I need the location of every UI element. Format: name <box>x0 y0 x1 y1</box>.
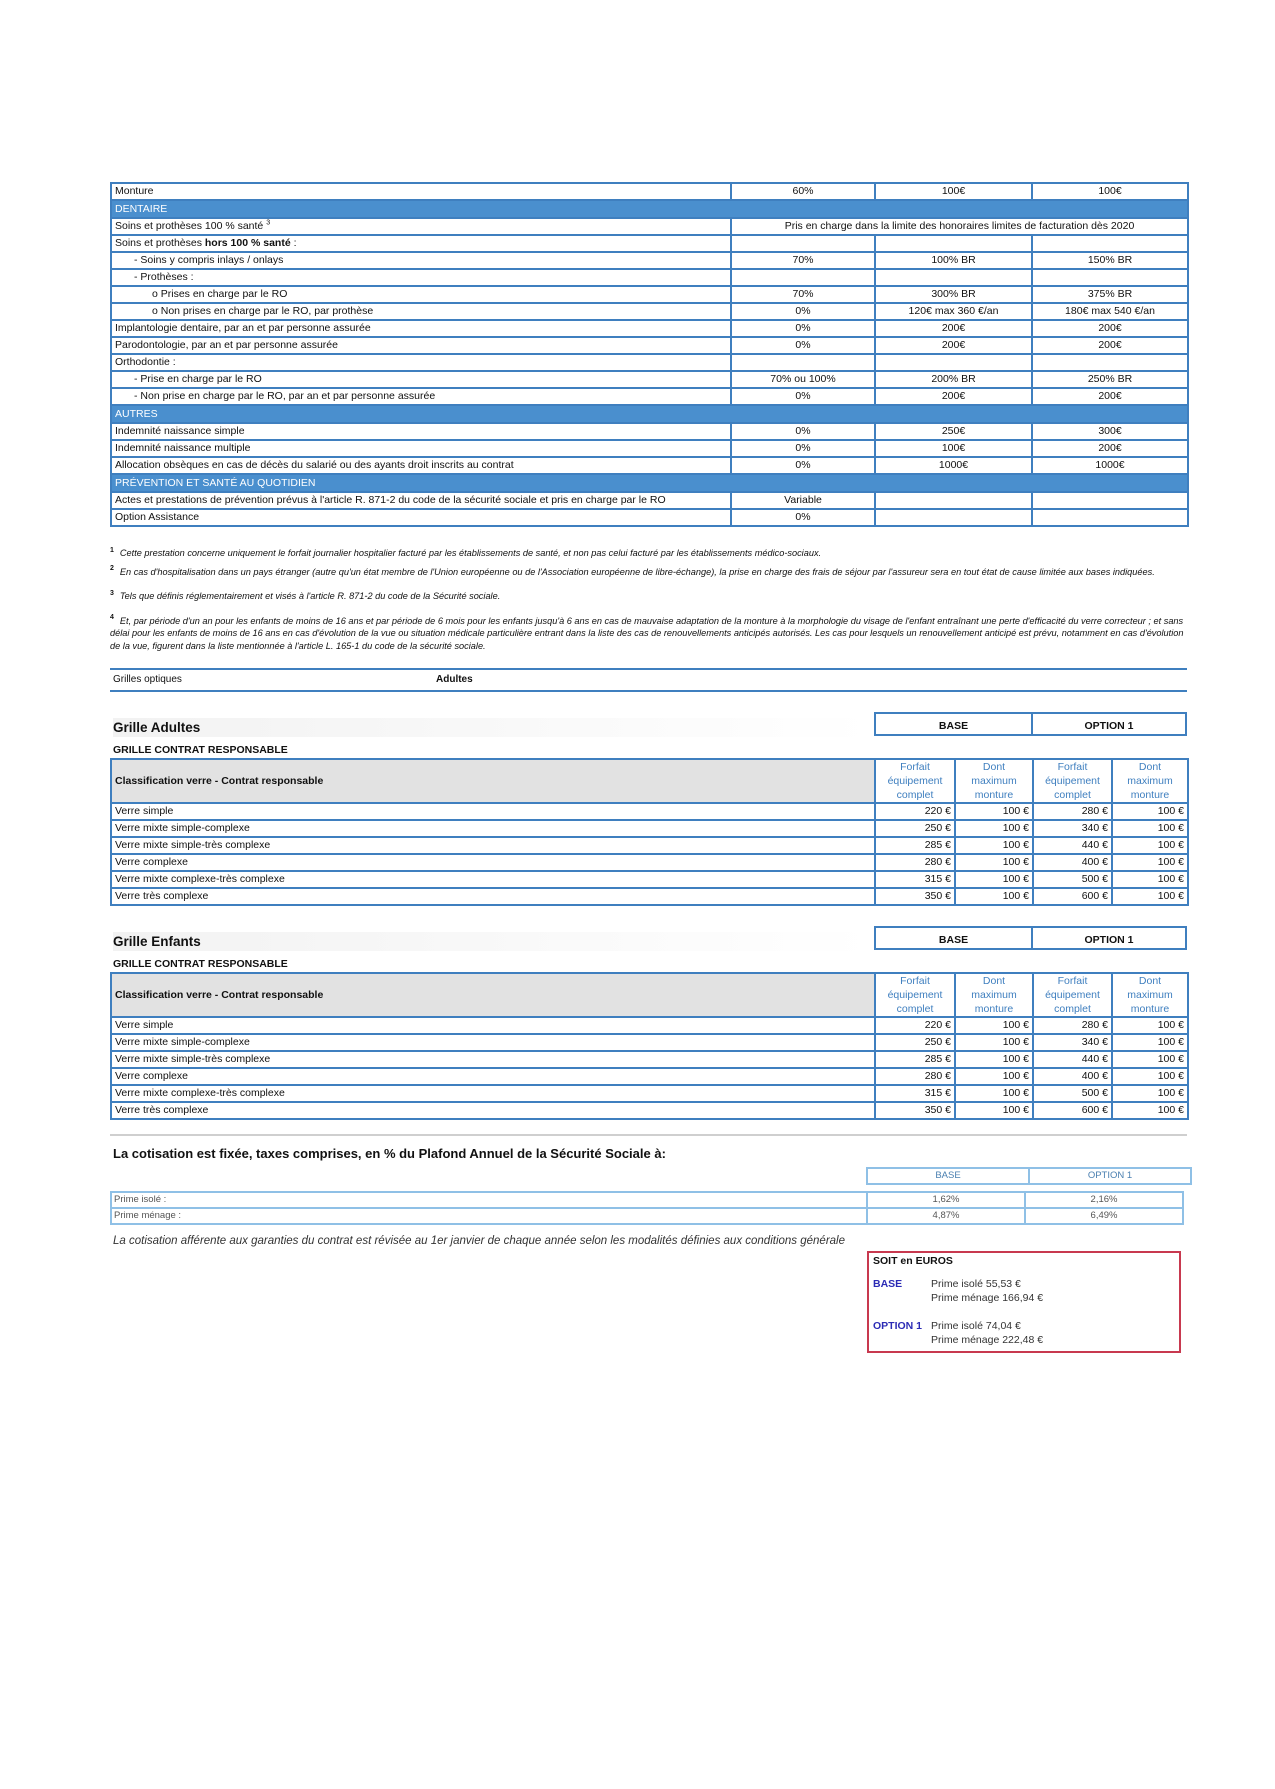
classification-header: Classification verre - Contrat responsable <box>111 973 875 1017</box>
ro-value: 0% <box>731 337 875 354</box>
option1-header: OPTION 1 <box>1031 712 1187 736</box>
grid-value: 440 € <box>1033 1051 1112 1068</box>
guarantee-label <box>111 252 731 269</box>
table-row <box>111 871 1188 888</box>
guarantee-label <box>111 235 731 252</box>
label-text: Orthodontie : <box>115 356 176 368</box>
guarantee-label <box>111 371 731 388</box>
label-text: - Soins y compris inlays / onlays <box>134 254 284 266</box>
table-row <box>111 854 1188 871</box>
guarantee-label <box>111 337 731 354</box>
option1-value <box>1032 354 1188 371</box>
grid-value: 100 € <box>955 1068 1033 1085</box>
grid-title: Grille Adultes <box>113 718 873 737</box>
base-value <box>875 509 1032 526</box>
guarantee-label <box>111 440 731 457</box>
separator <box>110 1134 1187 1136</box>
grid-value: 280 € <box>875 1068 955 1085</box>
option1-value: 300€ <box>1032 423 1188 440</box>
table-row <box>111 837 1188 854</box>
grid-value: 315 € <box>875 1085 955 1102</box>
label-text: - Prothèses : <box>134 271 194 283</box>
guarantee-label <box>111 218 731 235</box>
footnote-1: $^1$ Cette prestation concerne uniquement le forfait journalier hospitalier facturé par les établissements de santé, et non pas celui facturé par les établissements médico-sociaux. <box>110 546 822 558</box>
lens-type: Verre très complexe <box>111 1102 875 1119</box>
guarantees-table <box>110 182 1189 527</box>
grid-value: 100 € <box>1112 1068 1188 1085</box>
soit-option-isole: Prime isolé 74,04 € <box>931 1320 1021 1332</box>
table-row <box>111 1068 1188 1085</box>
grid-value: 100 € <box>955 1034 1033 1051</box>
section-title: DENTAIRE <box>111 200 1188 218</box>
grid-value: 440 € <box>1033 837 1112 854</box>
cotisation-option1-header: OPTION 1 <box>1029 1168 1191 1184</box>
base-value: 200€ <box>875 388 1032 405</box>
label-text: Indemnité naissance multiple <box>115 442 251 454</box>
grid-header-row <box>111 759 1188 803</box>
guarantee-span-value: Pris en charge dans la limite des honoraires limites de facturation dès 2020 <box>731 218 1188 235</box>
grid-value: 100 € <box>955 837 1033 854</box>
base-value <box>875 492 1032 509</box>
option1-value: 200€ <box>1032 320 1188 337</box>
ro-value <box>731 269 875 286</box>
table-row <box>111 1208 1183 1224</box>
option1-value: 200€ <box>1032 440 1188 457</box>
label-end: : <box>290 237 297 249</box>
lens-type: Verre complexe <box>111 1068 875 1085</box>
grid-value: 100 € <box>955 1051 1033 1068</box>
grid-value: 280 € <box>1033 803 1112 820</box>
grid-value: 100 € <box>1112 1102 1188 1119</box>
label-text: Allocation obsèques en cas de décès du salarié ou des ayants droit inscrits au contrat <box>115 459 514 471</box>
base-value: 200% BR <box>875 371 1032 388</box>
ro-value: 70% <box>731 286 875 303</box>
base-value: 1000€ <box>875 457 1032 474</box>
base-value: 100% BR <box>875 252 1032 269</box>
base-value: 300% BR <box>875 286 1032 303</box>
option1-value <box>1032 269 1188 286</box>
guarantee-label <box>111 303 731 320</box>
grid-value: 100 € <box>1112 820 1188 837</box>
option1-value <box>1032 509 1188 526</box>
grilles-optiques-bar <box>110 668 1187 692</box>
soit-option-menage: Prime ménage 222,48 € <box>931 1334 1044 1346</box>
option1-value: 1000€ <box>1032 457 1188 474</box>
lens-type: Verre simple <box>111 803 875 820</box>
guarantee-label <box>111 354 731 371</box>
table-row <box>111 218 1188 235</box>
grilles-value: Adultes <box>436 674 473 685</box>
grid-enfants <box>110 926 1187 1120</box>
footnote-4: $^4$ Et, par période d'un an pour les enfants de moins de 16 ans et par période de 6 mois pour les enfants jusqu'à 6 ans en cas de mauvaise adaptation de la monture à la morphologie du visage de l'enfant entraînant une perte d'efficacité du verre correcteur ; et sans délai pour les enfants de moins de 16 ans en cas d'évolution de la vue ou situation médicale particulière entrant dans la liste des cas de renouvellements anticipés autorisés. Les cas pour lesquels un renouvellement anticipé est prévu, notamment en cas d'évolution de la vue, figurent dans la liste mentionnée à l'article L. 165-1 du code de la sécurité sociale. <box>110 614 1184 651</box>
grid-value: 100 € <box>1112 1017 1188 1034</box>
grid-value: 100 € <box>955 803 1033 820</box>
table-row <box>111 388 1188 405</box>
table-row <box>111 423 1188 440</box>
table-row <box>111 1192 1183 1208</box>
lens-type: Verre mixte complexe-très complexe <box>111 871 875 888</box>
grid-value: 100 € <box>955 888 1033 905</box>
base-value <box>875 269 1032 286</box>
table-row <box>111 1034 1188 1051</box>
grid-value: 250 € <box>875 1034 955 1051</box>
soit-en-euros-box <box>867 1251 1181 1353</box>
grid-value: 400 € <box>1033 1068 1112 1085</box>
grid-value: 250 € <box>875 820 955 837</box>
label-text: - Non prise en charge par le RO, par an et par personne assurée <box>134 390 436 402</box>
cotisation-header <box>866 1167 1192 1185</box>
grid-value: 100 € <box>955 871 1033 888</box>
grid-value: 100 € <box>1112 888 1188 905</box>
grid-title: Grille Enfants <box>113 932 873 951</box>
table-row <box>111 1017 1188 1034</box>
ro-value: Variable <box>731 492 875 509</box>
grid-value: 100 € <box>955 1085 1033 1102</box>
lens-type: Verre mixte simple-très complexe <box>111 837 875 854</box>
ro-value: 0% <box>731 388 875 405</box>
table-row <box>111 337 1188 354</box>
label-text: Option Assistance <box>115 511 200 523</box>
lens-type: Verre mixte simple-très complexe <box>111 1051 875 1068</box>
ro-value: 0% <box>731 440 875 457</box>
prime-label: Prime ménage : <box>111 1208 867 1224</box>
grilles-label: Grilles optiques <box>113 674 182 685</box>
soit-title: SOIT en EUROS <box>873 1255 953 1267</box>
prime-option: 2,16% <box>1025 1192 1183 1208</box>
table-row <box>111 286 1188 303</box>
table-row <box>111 235 1188 252</box>
table-row <box>111 492 1188 509</box>
guarantee-label <box>111 269 731 286</box>
base-value: 200€ <box>875 320 1032 337</box>
grid-value: 500 € <box>1033 871 1112 888</box>
ro-value: 0% <box>731 509 875 526</box>
base-header: BASE <box>874 926 1033 950</box>
section-title: PRÉVENTION ET SANTÉ AU QUOTIDIEN <box>111 474 1188 492</box>
prime-label: Prime isolé : <box>111 1192 867 1208</box>
label-text: Actes et prestations de prévention prévus à l'article R. 871-2 du code de la sécurité sociale et pris en charge par le RO <box>115 494 666 506</box>
guarantee-label <box>111 183 731 200</box>
guarantee-label <box>111 320 731 337</box>
label-text: Soins et prothèses 100 % santé <box>115 220 264 232</box>
option1-value <box>1032 235 1188 252</box>
table-row <box>111 440 1188 457</box>
grid-subtitle: GRILLE CONTRAT RESPONSABLE <box>113 744 288 756</box>
grid-value: 285 € <box>875 1051 955 1068</box>
label-text: - Prise en charge par le RO <box>134 373 262 385</box>
grid-value: 400 € <box>1033 854 1112 871</box>
soit-base-label: BASE <box>873 1278 903 1290</box>
grid-value: 100 € <box>1112 1085 1188 1102</box>
option1-value: 150% BR <box>1032 252 1188 269</box>
cotisation-title: La cotisation est fixée, taxes comprises, en % du Plafond Annuel de la Sécurité Sociale à: <box>113 1146 666 1161</box>
grid-value: 100 € <box>1112 803 1188 820</box>
ro-value: 60% <box>731 183 875 200</box>
column-header: Forfait équipement complet <box>875 973 955 1017</box>
option1-value <box>1032 492 1188 509</box>
grid-value: 600 € <box>1033 888 1112 905</box>
column-header: Forfait équipement complet <box>875 759 955 803</box>
option1-header: OPTION 1 <box>1031 926 1187 950</box>
soit-base-isole: Prime isolé 55,53 € <box>931 1278 1021 1290</box>
column-header: Dont maximum monture <box>955 973 1033 1017</box>
grid-value: 350 € <box>875 1102 955 1119</box>
column-header: Forfait équipement complet <box>1033 759 1112 803</box>
grid-value: 100 € <box>1112 1034 1188 1051</box>
table-row <box>111 1102 1188 1119</box>
base-value: 250€ <box>875 423 1032 440</box>
guarantee-label <box>111 509 731 526</box>
optical-grid-table <box>110 758 1189 906</box>
ro-value: 0% <box>731 423 875 440</box>
cotisation-base-header: BASE <box>867 1168 1029 1184</box>
table-row <box>111 803 1188 820</box>
guarantee-label <box>111 388 731 405</box>
grid-value: 280 € <box>1033 1017 1112 1034</box>
grid-value: 285 € <box>875 837 955 854</box>
ro-value: 0% <box>731 303 875 320</box>
base-value: 200€ <box>875 337 1032 354</box>
label-bold: hors 100 % santé <box>204 237 291 249</box>
document-page <box>110 182 1187 1353</box>
base-value <box>875 235 1032 252</box>
soit-option-label: OPTION 1 <box>873 1320 923 1332</box>
table-row <box>111 252 1188 269</box>
ro-value: 0% <box>731 320 875 337</box>
lens-type: Verre mixte complexe-très complexe <box>111 1085 875 1102</box>
table-row <box>111 820 1188 837</box>
footnotes <box>110 547 1187 652</box>
table-row <box>111 303 1188 320</box>
grid-value: 340 € <box>1033 820 1112 837</box>
table-row <box>111 1051 1188 1068</box>
label-text: Parodontologie, par an et par personne assurée <box>115 339 338 351</box>
footnote-ref: 3 <box>266 219 271 227</box>
table-row <box>111 354 1188 371</box>
column-header: Dont maximum monture <box>1112 973 1188 1017</box>
grid-header-row <box>111 973 1188 1017</box>
prime-base: 4,87% <box>867 1208 1025 1224</box>
grid-value: 600 € <box>1033 1102 1112 1119</box>
grid-value: 100 € <box>1112 1051 1188 1068</box>
label-text: Implantologie dentaire, par an et par personne assurée <box>115 322 371 334</box>
option1-value: 375% BR <box>1032 286 1188 303</box>
table-row <box>111 371 1188 388</box>
grid-value: 100 € <box>1112 854 1188 871</box>
base-value: 120€ max 360 €/an <box>875 303 1032 320</box>
base-value: 100€ <box>875 440 1032 457</box>
table-row <box>111 269 1188 286</box>
grid-subtitle: GRILLE CONTRAT RESPONSABLE <box>113 958 288 970</box>
table-row <box>111 1085 1188 1102</box>
ro-value <box>731 354 875 371</box>
guarantee-label <box>111 492 731 509</box>
section-header-row <box>111 474 1188 492</box>
column-header: Forfait équipement complet <box>1033 973 1112 1017</box>
prime-base: 1,62% <box>867 1192 1025 1208</box>
classification-header: Classification verre - Contrat responsable <box>111 759 875 803</box>
grid-value: 280 € <box>875 854 955 871</box>
cotisation-table <box>110 1191 1184 1225</box>
grid-value: 315 € <box>875 871 955 888</box>
grid-value: 220 € <box>875 803 955 820</box>
ro-value: 70% ou 100% <box>731 371 875 388</box>
section-header-row <box>111 200 1188 218</box>
column-header: Dont maximum monture <box>955 759 1033 803</box>
label-text: Indemnité naissance simple <box>115 425 245 437</box>
ro-value: 0% <box>731 457 875 474</box>
option1-value: 180€ max 540 €/an <box>1032 303 1188 320</box>
lens-type: Verre très complexe <box>111 888 875 905</box>
option1-value: 100€ <box>1032 183 1188 200</box>
table-row <box>111 509 1188 526</box>
label-text: Monture <box>115 185 154 197</box>
prime-option: 6,49% <box>1025 1208 1183 1224</box>
grid-value: 100 € <box>955 820 1033 837</box>
column-header: Dont maximum monture <box>1112 759 1188 803</box>
optical-grid-table <box>110 972 1189 1120</box>
grid-value: 350 € <box>875 888 955 905</box>
option1-value: 250% BR <box>1032 371 1188 388</box>
section-title: AUTRES <box>111 405 1188 423</box>
base-value: 100€ <box>875 183 1032 200</box>
base-header: BASE <box>874 712 1033 736</box>
base-value <box>875 354 1032 371</box>
section-header-row <box>111 405 1188 423</box>
grid-value: 100 € <box>955 1102 1033 1119</box>
ro-value <box>731 235 875 252</box>
lens-type: Verre mixte simple-complexe <box>111 1034 875 1051</box>
grid-value: 500 € <box>1033 1085 1112 1102</box>
label-text: o Prises en charge par le RO <box>152 288 288 300</box>
table-row <box>111 888 1188 905</box>
grid-value: 220 € <box>875 1017 955 1034</box>
grid-adultes <box>110 712 1187 906</box>
soit-base-menage: Prime ménage 166,94 € <box>931 1292 1044 1304</box>
table-row <box>111 183 1188 200</box>
option1-value: 200€ <box>1032 337 1188 354</box>
grid-value: 100 € <box>955 854 1033 871</box>
guarantee-label <box>111 457 731 474</box>
option1-value: 200€ <box>1032 388 1188 405</box>
table-row <box>111 457 1188 474</box>
grid-value: 100 € <box>1112 837 1188 854</box>
ro-value: 70% <box>731 252 875 269</box>
grid-value: 100 € <box>955 1017 1033 1034</box>
footnote-3: $^3$ Tels que définis réglementairement et visés à l'article R. 871-2 du code de la Sécurité sociale. <box>110 589 501 601</box>
guarantee-label <box>111 423 731 440</box>
label-text: o Non prises en charge par le RO, par prothèse <box>152 305 374 317</box>
guarantee-label <box>111 286 731 303</box>
grid-value: 340 € <box>1033 1034 1112 1051</box>
lens-type: Verre complexe <box>111 854 875 871</box>
table-row <box>111 320 1188 337</box>
label-text: Soins et prothèses <box>115 237 202 249</box>
footnote-2: $^2$ En cas d'hospitalisation dans un pays étranger (autre qu'un état membre de l'Union européenne ou de l'Association européenne de libre-échange), la prise en charge des frais de séjour par l'assureur sera en tout état de cause limitée aux bases indiquées. <box>110 565 1155 577</box>
lens-type: Verre simple <box>111 1017 875 1034</box>
grid-value: 100 € <box>1112 871 1188 888</box>
lens-type: Verre mixte simple-complexe <box>111 820 875 837</box>
revision-note: La cotisation afférente aux garanties du contrat est révisée au 1er janvier de chaque année selon les modalités définies aux conditions générale <box>113 1235 845 1247</box>
